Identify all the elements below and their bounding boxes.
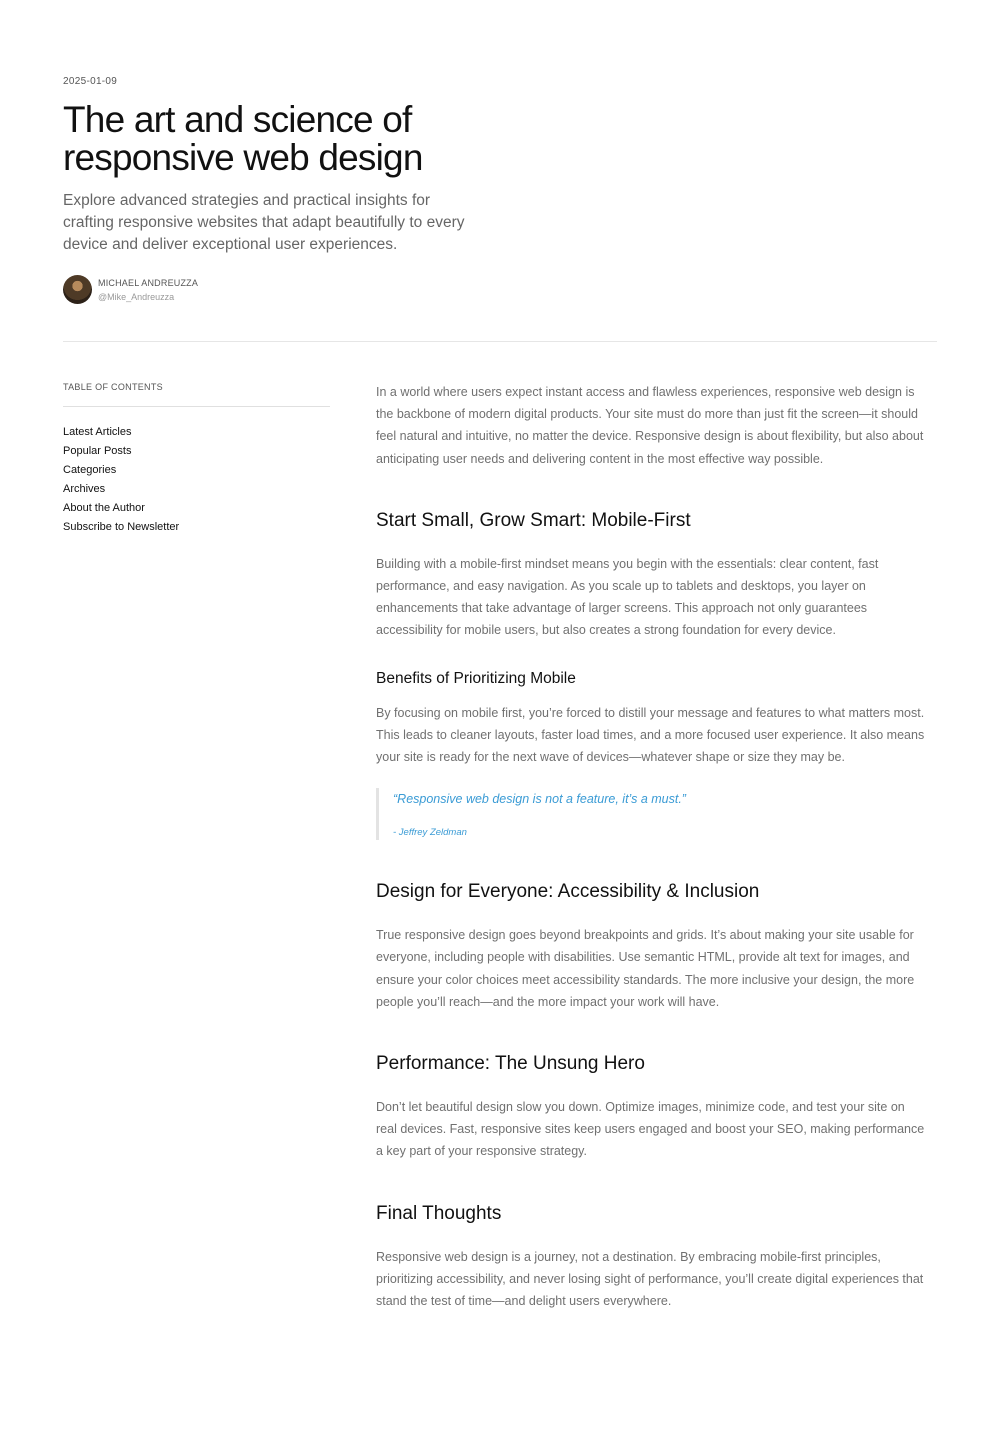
section-heading-mobile-first: Start Small, Grow Smart: Mobile-First bbox=[376, 509, 691, 531]
header-divider bbox=[63, 341, 937, 342]
subsection-body-benefits: By focusing on mobile first, you’re forced to distill your message and features to what matters most. This leads to cleaner layouts, faster load times, and a more focused user experience. It also means your site is ready for the next wave of devices—whatever shape or size they may be. bbox=[376, 705, 925, 765]
toc-item-archives[interactable]: Archives bbox=[63, 483, 106, 495]
section-heading-performance: Performance: The Unsung Hero bbox=[376, 1053, 645, 1075]
section-body-performance: Don’t let beautiful design slow you down. Optimize images, minimize code, and test your site on real devices. Fast, responsive sites keep users engaged and boost your SEO, making performance a key part of your responsive strategy. bbox=[376, 1100, 925, 1159]
avatar[interactable] bbox=[63, 275, 92, 304]
author-name[interactable]: MICHAEL ANDREUZZA bbox=[98, 277, 199, 288]
quote-citation: - Jeffrey Zeldman bbox=[393, 827, 467, 839]
post-date: 2025-01-09 bbox=[63, 76, 118, 87]
toc-divider bbox=[63, 406, 330, 407]
post-subtitle: Explore advanced strategies and practical insights for crafting responsive websites that adapt beautifully to every device and deliver exceptional user experiences. bbox=[63, 192, 465, 253]
page-title: The art and science of responsive web design bbox=[63, 99, 423, 178]
toc-item-popular-posts[interactable]: Popular Posts bbox=[63, 445, 132, 457]
pull-quote bbox=[376, 788, 926, 840]
toc-item-about-author[interactable]: About the Author bbox=[63, 502, 145, 514]
section-body-accessibility: True responsive design goes beyond breakpoints and grids. It’s about making your site usable for everyone, including people with disabilities. Use semantic HTML, provide alt text for images, and ensure your color choices meet accessibility standards. The more inclusive your design, the more people you’ll reach—and the more impact your work will have. bbox=[376, 928, 915, 1009]
author-handle[interactable]: @Mike_Andreuzza bbox=[98, 291, 175, 302]
subsection-heading-benefits: Benefits of Prioritizing Mobile bbox=[376, 669, 576, 687]
post-header bbox=[63, 76, 493, 256]
table-of-contents bbox=[63, 381, 330, 537]
toc-item-subscribe-newsletter[interactable]: Subscribe to Newsletter bbox=[63, 521, 180, 533]
article-body bbox=[376, 381, 926, 1312]
section-body-final-thoughts: Responsive web design is a journey, not a destination. By embracing mobile-first principles, prioritizing accessibility, and never losing sight of performance, you’ll create digital experiences that stand the test of time—and delight users everywhere. bbox=[376, 1249, 924, 1309]
toc-item-latest-articles[interactable]: Latest Articles bbox=[63, 426, 132, 438]
toc-list bbox=[63, 423, 330, 537]
article-intro: In a world where users expect instant access and flawless experiences, responsive web design is the backbone of modern digital products. Your site must do more than just fit the screen—it should feel natural and intuitive, no matter the device. Responsive design is about flexibility, but also about anticipating user needs and delivering content in the most effective way possible. bbox=[376, 385, 924, 466]
author-info bbox=[98, 277, 198, 303]
section-heading-final-thoughts: Final Thoughts bbox=[376, 1202, 502, 1224]
quote-text: “Responsive web design is not a feature, it’s a must.” bbox=[393, 792, 686, 807]
section-heading-accessibility: Design for Everyone: Accessibility & Inclusion bbox=[376, 881, 760, 903]
toc-title: TABLE OF CONTENTS bbox=[63, 382, 163, 392]
toc-item-categories[interactable]: Categories bbox=[63, 464, 117, 476]
author-block[interactable] bbox=[63, 275, 198, 304]
section-body-mobile-first: Building with a mobile-first mindset means you begin with the essentials: clear content, fast performance, and easy navigation. As you scale up to tablets and desktops, you layer on enhancements that take advantage of larger screens. This approach not only guarantees accessibility for mobile users, but also creates a strong foundation for every device. bbox=[376, 556, 879, 638]
